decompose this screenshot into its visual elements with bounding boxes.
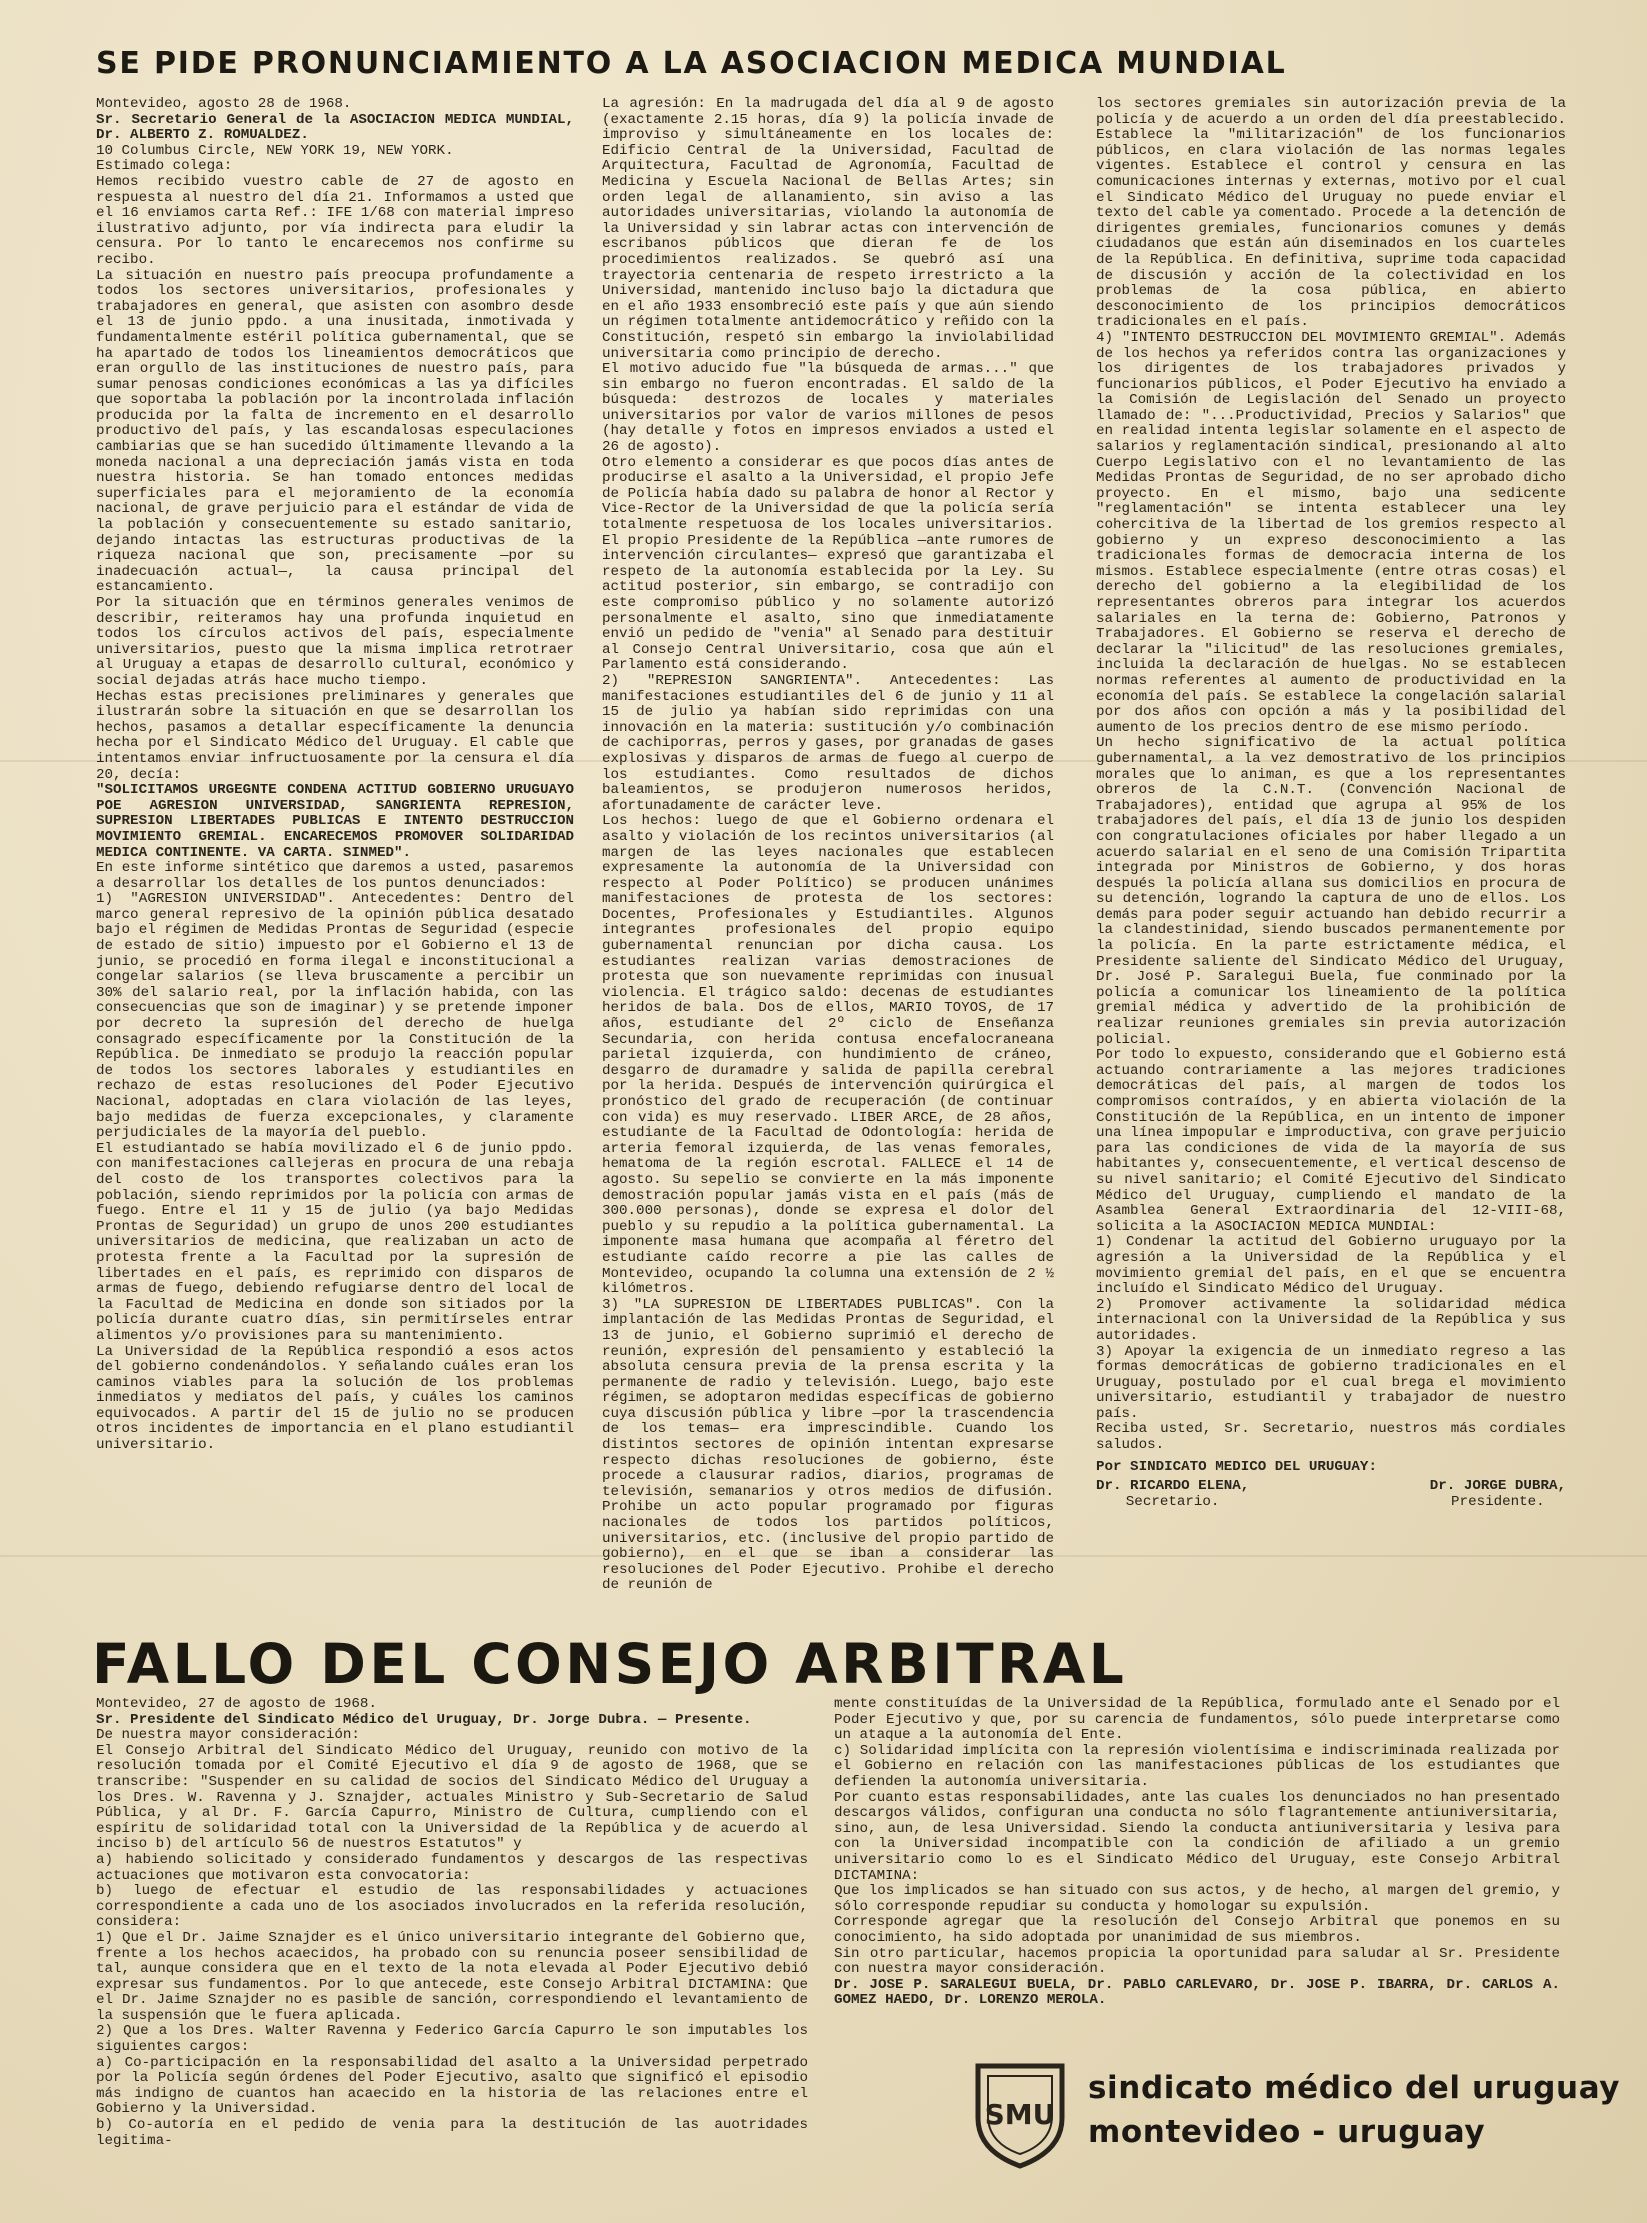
paragraph: Estimado colega: bbox=[96, 158, 233, 175]
footer-city: montevideo - uruguay bbox=[1088, 2114, 1486, 2150]
letter-column-3-body bbox=[1096, 97, 1566, 1454]
paragraph: Montevideo, agosto 28 de 1968. bbox=[96, 96, 352, 112]
paragraph: En este informe sintético que daremos a usted, pasaremos a desarrollar los detalles de los puntos denunciados: bbox=[96, 860, 574, 892]
signature-president-role: Presidente. bbox=[1451, 1493, 1545, 1510]
paragraph: Hemos recibido vuestro cable de 27 de agosto en respuesta al nuestro del día 21. Informamos a usted que el 16 enviamos carta Ref.: IFE 1/68 con material impreso ilustrativo adjunto, por vía indirecta para eludir la censura. Por lo tanto le encarecemos nos confirme su recibo. bbox=[96, 173, 574, 268]
signature-row bbox=[1096, 1479, 1566, 1510]
paragraph: 2) "REPRESION SANGRIENTA". Antecedentes: Las manifestaciones estudiantiles del 6 de junio y 11 al 15 de julio ya habían sido reprimidas con una innovación en la materia: sustitución y/o combinación de cachiporras, perros y gases, por granadas de gases explosivas y disparos de armas de fuego al cuerpo de los estudiantes. Como resultados de dichos baleamientos, se produjeron numerosos heridos, afortunadamente de carácter leve. bbox=[602, 672, 1054, 814]
headline-top: SE PIDE PRONUNCIAMIENTO A LA ASOCIACION MEDICA MUNDIAL bbox=[96, 46, 1287, 81]
paragraph: Por cuanto estas responsabilidades, ante las cuales los denunciados no han presentado descargos válidos, configuran una conducta no sólo flagrantemente antiuniversitaria, sino, aun, de lesa Universidad. Siendo la conducta antiuniversitaria y lesiva para con la Universidad incompatible con la condición de afiliado a un gremio universitario como lo es el Sindicato Médico del Uruguay, este Consejo Arbitral DICTAMINA: bbox=[834, 1789, 1560, 1884]
paragraph: 2) Que a los Dres. Walter Ravenna y Federico García Capurro le son imputables los siguientes cargos: bbox=[96, 2023, 808, 2056]
paragraph: 1) Que el Dr. Jaime Sznajder es el único universitario integrante del Gobierno que, frente a los hechos acaecidos, ha probado con su renuncia poseer sensibilidad de tal, aunque considera que en el texto de la nota elevada al Poder Ejecutivo debió expresar sus fundamentos. Por lo que antecede, este Consejo Arbitral DICTAMINA: Que el Dr. Jaime Sznajder no es pasible de sanción, correspondiendo el levantamiento de la suspensión que le fuera aplicada. bbox=[96, 1929, 808, 2024]
paragraph: b) Co-autoría en el pedido de venia para la destitución de las auotridades legitima- bbox=[96, 2117, 808, 2149]
paragraph: De nuestra mayor consideración: bbox=[96, 1727, 360, 1744]
paragraph: Montevideo, 27 de agosto de 1968. bbox=[96, 1696, 377, 1712]
paragraph: Sr. Secretario General de la ASOCIACION MEDICA MUNDIAL, Dr. ALBERTO Z. ROMUALDEZ. bbox=[96, 111, 574, 144]
signature-president bbox=[1430, 1479, 1566, 1510]
paragraph: los sectores gremiales sin autorización previa de la policía y de acuerdo a un orden del día preestablecido. Establece la "militarización" de los funcionarios públicos, en clara violación de las normas legales vigentes. Establece el control y censura en las comunicaciones internas y externas, motivo por el cual el Sindicato Médico del Uruguay no puede enviar el texto del cable ya comentado. Procede a la detención de dirigentes gremiales, funcionarios comunes y demás ciudadanos que están aún diseminados en los cuarteles de la República. En definitiva, suprime toda capacidad de discusión y acción de la colectividad en los problemas de la cosa pública, en abierto desconocimiento de los principios democráticos tradicionales en el país. bbox=[1096, 96, 1566, 331]
paragraph: La agresión: En la madrugada del día al 9 de agosto (exactamente 2.15 horas, día 9) la policía invade de improviso y simultáneamente en los locales de: Edificio Central de la Universidad, Facultad de Arquitectura, Facultad de Agronomía, Facultad de Medicina y Escuela Nacional de Bellas Artes; sin orden legal de allanamiento, sin aviso a las autoridades universitarias, violando la autonomía de la Universidad y sin labrar actas con intervención de escribanos públicos que dieran fe de los procedimientos realizados. Se quebró así una trayectoria centenaria de respeto irrestricto a la Universidad, mantenido incluso bajo la dictadura que en el año 1933 ensombreció este país y que aún siendo un régimen totalmente antidemocrático y reñido con la Constitución, respetó sin embargo la inviolabilidad universitaria como principio de derecho. bbox=[602, 96, 1054, 362]
signature-secretary-role: Secretario. bbox=[1125, 1493, 1220, 1510]
paragraph: a) Co-participación en la responsabilidad del asalto a la Universidad perpetrado por la Policía según órdenes del Poder Ejecutivo, asalto que significó el episodio más indigno de cuantos han acaecido en la historia de las relaciones entre el Gobierno y la Universidad. bbox=[96, 2054, 808, 2118]
signature-president-name: Dr. JORGE DUBRA, bbox=[1429, 1478, 1566, 1495]
paragraph: El motivo aducido fue "la búsqueda de armas..." que sin embargo no fueron encontradas. El saldo de la búsqueda: destrozos de locales y materiales universitarios por valor de varios millones de pesos (hay detalle y fotos en impresos enviados a usted el 26 de agosto). bbox=[602, 361, 1054, 456]
paragraph: El estudiantado se había movilizado el 6 de junio ppdo. con manifestaciones callejeras en procura de una rebaja del costo de los transportes colectivos para la población, siendo reprimidos por la policía con armas de fuego. Entre el 11 y 15 de julio (ya bajo Medidas Prontas de Seguridad) un grupo de unos 200 estudiantes universitarios de medicina, que realizaban un acto de protesta frente a la Facultad por la supresión de libertades en el país, es reprimido con disparos de armas de fuego, debiendo refugiarse dentro del local de la Facultad de Medicina en donde son sitiados por la policía durante cuatro días, sin permitírseles entrar alimentos y/o provisiones para su mantenimiento. bbox=[96, 1140, 574, 1344]
letter-column-2 bbox=[602, 97, 1054, 1594]
paragraph: 4) "INTENTO DESTRUCCION DEL MOVIMIENTO GREMIAL". Además de los hechos ya referidos contra las organizaciones y los dirigentes de los trabajadores privados y funcionarios públicos, el Poder Ejecutivo ha enviado a la Comisión de Legislación del Senado un proyecto llamado de: "...Productividad, Precios y Salarios" que en realidad intenta legislar solamente en el aspecto de salarios y reglamentación sindical, presionando al alto Cuerpo Legislativo con el no levantamiento de las Medidas Prontas de Seguridad, de no ser aprobado dicho proyecto. En el mismo, bajo una sedicente "reglamentación" se intenta establecer una ley cohercitiva de la libertad de los gremios respecto al gobierno y un expreso desconocimiento a las tradicionales formas de democracia interna de los mismos. Establece especialmente (entre otras cosas) el derecho del gobierno a la elegibilidad de los representantes obreros para integrar los acuerdos salariales en la terna de: Gobierno, Patronos y Trabajadores. El Gobierno se reserva el derecho de declarar la "ilicitud" de las resoluciones gremiales, incluida la declaración de huelgas. No se establecen normas referentes al aumento de productividad en la economía del país. Se establece la congelación salarial por dos años con opción a más y la posibilidad del aumento de los precios dentro de ese mismo período. bbox=[1096, 329, 1566, 736]
fallo-column-2 bbox=[834, 1697, 1560, 2009]
sindicato-medico-logo bbox=[960, 2052, 1080, 2172]
paragraph: "SOLICITAMOS URGEGNTE CONDENA ACTITUD GOBIERNO URUGUAYO POE AGRESION UNIVERSIDAD, SANGRIENTA REPRESION, SUPRESION LIBERTADES PUBLICAS E INTENTO DESTRUCCION MOVIMIENTO GREMIAL. ENCARECEMOS PROMOVER SOLIDARIDAD MEDICA CONTINENTE. VA CARTA. SINMED". bbox=[96, 782, 574, 861]
paragraph: c) Solidaridad implícita con la represión violentísima e indiscriminada realizada por el Gobierno en relación con las manifestaciones públicas de los estudiantes que defienden la autonomía universitaria. bbox=[834, 1742, 1560, 1790]
paragraph: mente constituídas de la Universidad de la República, formulado ante el Senado por el Poder Ejecutivo y que, por su carencia de fundamentos, sólo puede interpretarse como un ataque a la autonomía del Ente. bbox=[834, 1696, 1560, 1744]
paragraph: Sr. Presidente del Sindicato Médico del Uruguay, Dr. Jorge Dubra. — Presente. bbox=[96, 1711, 752, 1728]
paragraph: a) habiendo solicitado y considerado fundamentos y descargos de las respectivas actuaciones que motivaron esta convocatoria: bbox=[96, 1851, 808, 1884]
paragraph: Que los implicados se han situado con sus actos, y de hecho, al margen del gremio, y sólo corresponde repudiar su conducta y homologar su expulsión. bbox=[834, 1883, 1560, 1915]
paragraph: Reciba usted, Sr. Secretario, nuestros más cordiales saludos. bbox=[1096, 1421, 1566, 1454]
paragraph: Por todo lo expuesto, considerando que el Gobierno está actuando contrariamente a las mejores tradiciones democráticas del país, al margen de todos los compromisos contraídos, y en abierta violación de la Constitución de la República, en un intento de imponer una línea impopular e improductiva, con grave perjuicio para las condiciones de vida de la mayoría de sus habitantes y, consecuentemente, el vertical descenso de su nivel sanitario; el Comité Ejecutivo del Sindicato Médico del Uruguay, cumpliendo el mandato de la Asamblea General Extraordinaria del 12-VIII-68, solicita a la ASOCIACION MEDICA MUNDIAL: bbox=[1096, 1047, 1566, 1235]
paragraph: Otro elemento a considerar es que pocos días antes de producirse el asalto a la Universidad, el propio Jefe de Policía había dado su palabra de honor al Rector y Vice-Rector de la Universidad de que la policía sería totalmente respetuosa de los locales universitarios. El propio Presidente de la República —ante rumores de intervención circulantes— expresó que garantizaba el respeto de la autonomía establecida por la Ley. Su actitud posterior, sin embargo, se contradijo con este compromiso público y no solamente autorizó personalmente el asalto, sino que inmediatamente envió un pedido de "venia" al Senado para destituir al Consejo Central Universitario, cosa que aún el Parlamento está considerando. bbox=[602, 454, 1054, 674]
paragraph: 1) Condenar la actitud del Gobierno uruguayo por la agresión a la Universidad de la República y el movimiento gremial del país, en el que se encuentra incluído el Sindicato Médico del Uruguay. bbox=[1096, 1234, 1566, 1298]
paragraph: 3) "LA SUPRESION DE LIBERTADES PUBLICAS". Con la implantación de las Medidas Prontas de Seguridad, el 13 de junio, el Gobierno suprimió el derecho de reunión, expresión del pensamiento y estableció la absoluta censura previa de la prensa escrita y la permanente de radio y televisión. Luego, bajo este régimen, se adoptaron medidas específicas de gobierno cuya discusión pública y libre —por la trascendencia de los temas— era imprescindible. Cuando los distintos sectores de opinión intentan expresarse respecto dichas resoluciones de gobierno, éste procede a clausurar radios, diarios, programas de televisión, semanarios y otros medios de difusión. Prohibe un acto popular programado por figuras nacionales de todos los partidos políticos, universitarios, etc. (inclusive del propio partido de gobierno), en el que se iban a considerar las resoluciones del Poder Ejecutivo. Prohibe el derecho de reunión de bbox=[602, 1296, 1054, 1594]
letter-column-1 bbox=[96, 97, 574, 1454]
signature-secretary bbox=[1096, 1479, 1249, 1510]
paragraph: Dr. JOSE P. SARALEGUI BUELA, Dr. PABLO CARLEVARO, Dr. JOSE P. IBARRA, Dr. CARLOS A. GOMEZ HAEDO, Dr. LORENZO MEROLA. bbox=[834, 1976, 1560, 2009]
letter-column-3 bbox=[1096, 97, 1566, 1510]
fallo-column-1 bbox=[96, 1697, 808, 2149]
paragraph: Sin otro particular, hacemos propicia la oportunidad para saludar al Sr. Presidente con nuestra mayor consideración. bbox=[834, 1945, 1560, 1978]
paragraph: 1) "AGRESION UNIVERSIDAD". Antecedentes: Dentro del marco general represivo de la opinión pública desatado bajo el régimen de Medidas Prontas de Seguridad (especie de estado de sitio) impuesto por el Gobierno el 13 de junio, se procedió en forma ilegal e inconstitucional a congelar salarios (se lleva bruscamente a percibir un 30% del salario real, por la inflación habida, con las consecuencias que son de imaginar) y se pretende imponer por decreto la supresión del derecho de huelga consagrado específicamente por la Constitución de la República. De inmediato se produjo la reacción popular de todos los sectores laborales y estudiantiles en rechazo de estas resoluciones del Poder Ejecutivo Nacional, adoptadas en clara violación de las leyes, bajo medidas de fuerza excepcionales, y claramente perjudiciales de la mayoría del pueblo. bbox=[96, 891, 574, 1142]
paragraph: Los hechos: luego de que el Gobierno ordenara el asalto y violación de los recintos universitarios (al margen de las leyes nacionales que establecen expresamente la autonomía de la Universidad con respecto al Poder Político) se producen unánimes manifestaciones de protesta de los sectores: Docentes, Profesionales y Estudiantiles. Algunos integrantes profesionales del propio equipo gubernamental renuncian por dicha causa. Los estudiantes realizan varias demostraciones de protesta que son nuevamente reprimidas con inusual violencia. El trágico saldo: decenas de estudiantes heridos de bala. Dos de ellos, MARIO TOYOS, de 17 años, estudiante del 2º ciclo de Enseñanza Secundaria, con herida contusa encefalocraneana parietal izquierda, con hundimiento de cráneo, desgarro de duramadre y salida de papilla cerebral por la herida. Después de intervención quirúrgica el pronóstico del grado de recuperación (de continuar con vida) es muy reservado. LIBER ARCE, de 28 años, estudiante de la Facultad de Odontología: herida de arteria femoral izquierda, de las venas femorales, hematoma de la región escrotal. FALLECE el 14 de agosto. Su sepelio se convierte en la más imponente demostración popular jamás vista en el país (más de 300.000 personas), donde se expresa el dolor del pueblo y su repudio a la política gubernamental. La imponente masa humana que acompaña al féretro del estudiante caído recorre a pie las calles de Montevideo, ocupando la columna una extensión de 2 ½ kilómetros. bbox=[602, 813, 1054, 1298]
headline-bottom: FALLO DEL CONSEJO ARBITRAL bbox=[92, 1632, 1128, 1696]
paragraph: Corresponde agregar que la resolución del Consejo Arbitral que ponemos en su conocimiento, ha sido adoptada por unanimidad de sus miembros. bbox=[834, 1914, 1560, 1946]
paragraph: La situación en nuestro país preocupa profundamente a todos los sectores universitarios, profesionales y trabajadores en general, que asisten con asombro desde el 13 de junio ppdo. a una inusitada, inmotivada y fundamentalmente estéril política gubernamental, que se ha apartado de todos los lineamientos democráticos que eran orgullo de las instituciones de nuestro país, para sumar penosas condiciones económicas a las ya difíciles que soportaba la población por la incontrolada inflación producida por la falta de incremento en el desarrollo productivo del país, y las escandalosas especulaciones cambiarias que se han sucedido últimamente llevando a la moneda nacional a una depreciación jamás vista en toda nuestra historia. Se han tomado entonces medidas superficiales para el mejoramiento de la economía nacional, de grave perjuicio para el estándar de vida de la población y consecuentemente su estado sanitario, dejando intactas las estructuras productivas de la riqueza nacional que son, precisamente —por su inadecuación actual—, la causa principal del estancamiento. bbox=[96, 267, 574, 596]
signature-heading: Por SINDICATO MEDICO DEL URUGUAY: bbox=[1096, 1458, 1377, 1475]
paragraph: 2) Promover activamente la solidaridad médica internacional con la Universidad de la República y sus autoridades. bbox=[1096, 1296, 1566, 1344]
paragraph: 10 Columbus Circle, NEW YORK 19, NEW YORK. bbox=[96, 142, 454, 159]
paragraph: 3) Apoyar la exigencia de un inmediato regreso a las formas democráticas de gobierno tradicionales en el Uruguay, postulado por el cual brega el movimiento universitario, estudiantil y trabajador de nuestro país. bbox=[1096, 1343, 1566, 1422]
paragraph: Hechas estas precisiones preliminares y generales que ilustrarán sobre la situación en que se desarrollan los hechos, pasamos a detallar específicamente la denuncia hecha por el Sindicato Médico del Uruguay. El cable que intentamos enviar infructuosamente por la censura el día 20, decía: bbox=[96, 688, 574, 783]
logo-initials: SMU bbox=[984, 2098, 1056, 2131]
paragraph: Por la situación que en términos generales venimos de describir, reiteramos hay una profunda inquietud en todos los círculos activos del país, especialmente universitarios, puesto que la misma implica retrotraer al Uruguay a etapas de desarrollo cultural, económico y social dejadas atrás hace mucho tiempo. bbox=[96, 595, 574, 689]
footer-organization: sindicato médico del uruguay bbox=[1088, 2070, 1621, 2106]
paragraph: La Universidad de la República respondió a esos actos del gobierno condenándolos. Y señalando cuáles eran los caminos viables para la solución de los problemas inmediatos y mediatos del país, y cuáles los caminos equivocados. A partir del 15 de julio no se producen otros incidentes de importancia en el plano estudiantil universitario. bbox=[96, 1343, 574, 1454]
footer bbox=[1088, 2066, 1620, 2154]
paragraph: El Consejo Arbitral del Sindicato Médico del Uruguay, reunido con motivo de la resolución tomada por el Comité Ejecutivo el día 9 de agosto de 1968, que se transcribe: "Suspender en su calidad de socios del Sindicato Médico del Uruguay a los Dres. W. Ravenna y J. Sznajder, actuales Ministro y Sub-Secretario de Salud Pública, y al Dr. F. García Capurro, Ministro de Cultura, cumpliendo con el espíritu de solidaridad total con la Universidad de la República y de acuerdo al inciso b) del artículo 56 de nuestros Estatutos" y bbox=[96, 1742, 808, 1853]
paragraph: b) luego de efectuar el estudio de las responsabilidades y actuaciones correspondiente a cada uno de los asociados involucrados en la referida resolución, considera: bbox=[96, 1883, 808, 1931]
paragraph: Un hecho significativo de la actual política gubernamental, a la vez demostrativo de los principios morales que lo animan, es que a los representantes obreros de la C.N.T. (Convención Nacional de Trabajadores), entidad que agrupa al 95% de los trabajadores del país, el día 13 de junio los despiden con congratulaciones oficiales por haber llegado a un acuerdo salarial en el seno de una Comisión Tripartita integrada por Ministros de Gobierno, y dos horas después la policía allana sus domicilios en procura de su detención, logrando la captura de uno de ellos. Los demás para poder seguir actuando han debido recurrir a la clandestinidad, siendo buscados permanentemente por la policía. En la parte estrictamente médica, el Presidente saliente del Sindicato Médico del Uruguay, Dr. José P. Saralegui Buela, fue conminado por la policía a comunicar los lineamiento de la política gremial médica y advertido de la prohibición de realizar reuniones gremiales sin previa autorización policial. bbox=[1096, 735, 1566, 1048]
signature-secretary-name: Dr. RICARDO ELENA, bbox=[1096, 1478, 1250, 1495]
